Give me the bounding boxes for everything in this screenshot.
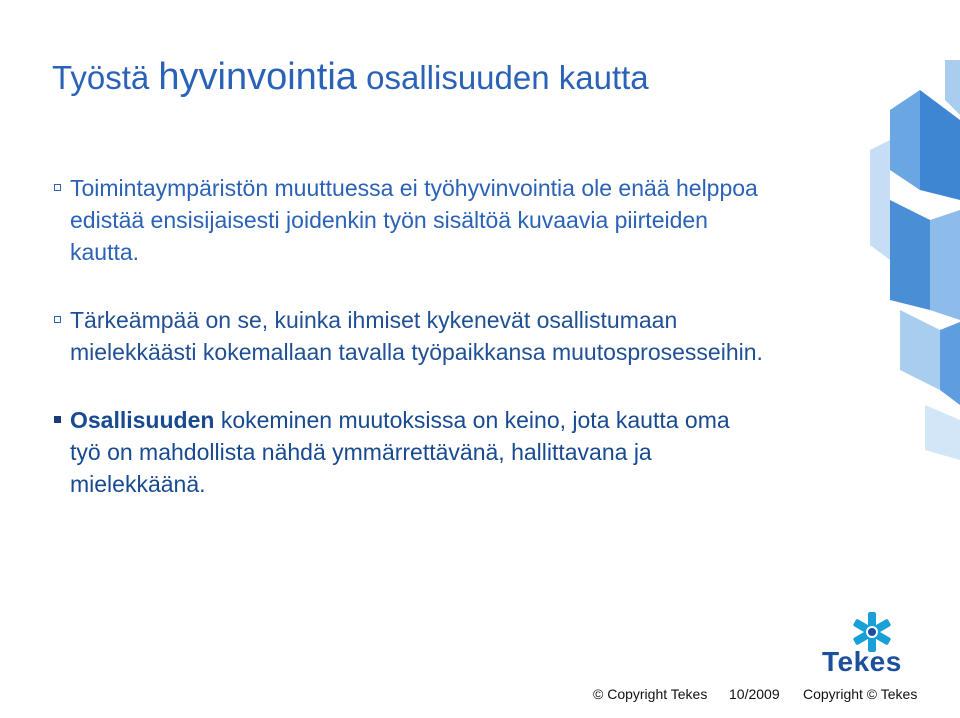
bullet-square-icon [54,184,61,191]
decorative-pattern-icon [870,60,960,480]
footer-date: 10/2009 [729,686,780,702]
footer [0,686,960,706]
bullet-3 [52,404,852,500]
bullet-3-line-1: kokeminen muutoksissa on keino, jota kautta oma [214,407,730,433]
bullet-1-text [70,175,758,265]
bullet-list [52,172,852,536]
slide-title [52,54,649,101]
bullet-square-icon [54,416,61,423]
bullet-1-line-2: edistää ensisijaisesti joidenkin työn sisältöä kuvaavia piirteiden [70,207,708,233]
bullet-3-strong: Osallisuuden [70,407,215,433]
bullet-2 [52,304,852,368]
footer-copyright-right: Copyright © Tekes [803,686,918,702]
bullet-3-line-2: työ on mahdollista nähdä ymmärrettävänä, hallittavana ja [70,439,652,465]
bullet-3-line-3: mielekkäänä. [70,471,206,497]
footer-copyright-left: © Copyright Tekes [593,686,708,702]
tekes-logo-word: Tekes [822,646,902,677]
bullet-1-line-1: Toimintaympäristön muuttuessa ei työhyvinvointia ole enää helppoa [70,175,758,201]
bullet-2-text [70,307,763,365]
title-part2: hyvinvointia [158,56,357,98]
title-part1: Työstä [52,59,150,96]
bullet-1 [52,172,852,268]
bullet-square-icon [54,316,61,323]
bullet-2-line-1: Tärkeämpää on se, kuinka ihmiset kykenevät osallistumaan [70,307,678,333]
bullet-1-line-3: kautta. [70,239,140,265]
title-part3: osallisuuden kautta [366,59,649,96]
bullet-3-text [70,407,730,497]
bullet-2-line-2: mielekkäästi kokemallaan tavalla työpaikkansa muutosprosesseihin. [70,339,763,365]
